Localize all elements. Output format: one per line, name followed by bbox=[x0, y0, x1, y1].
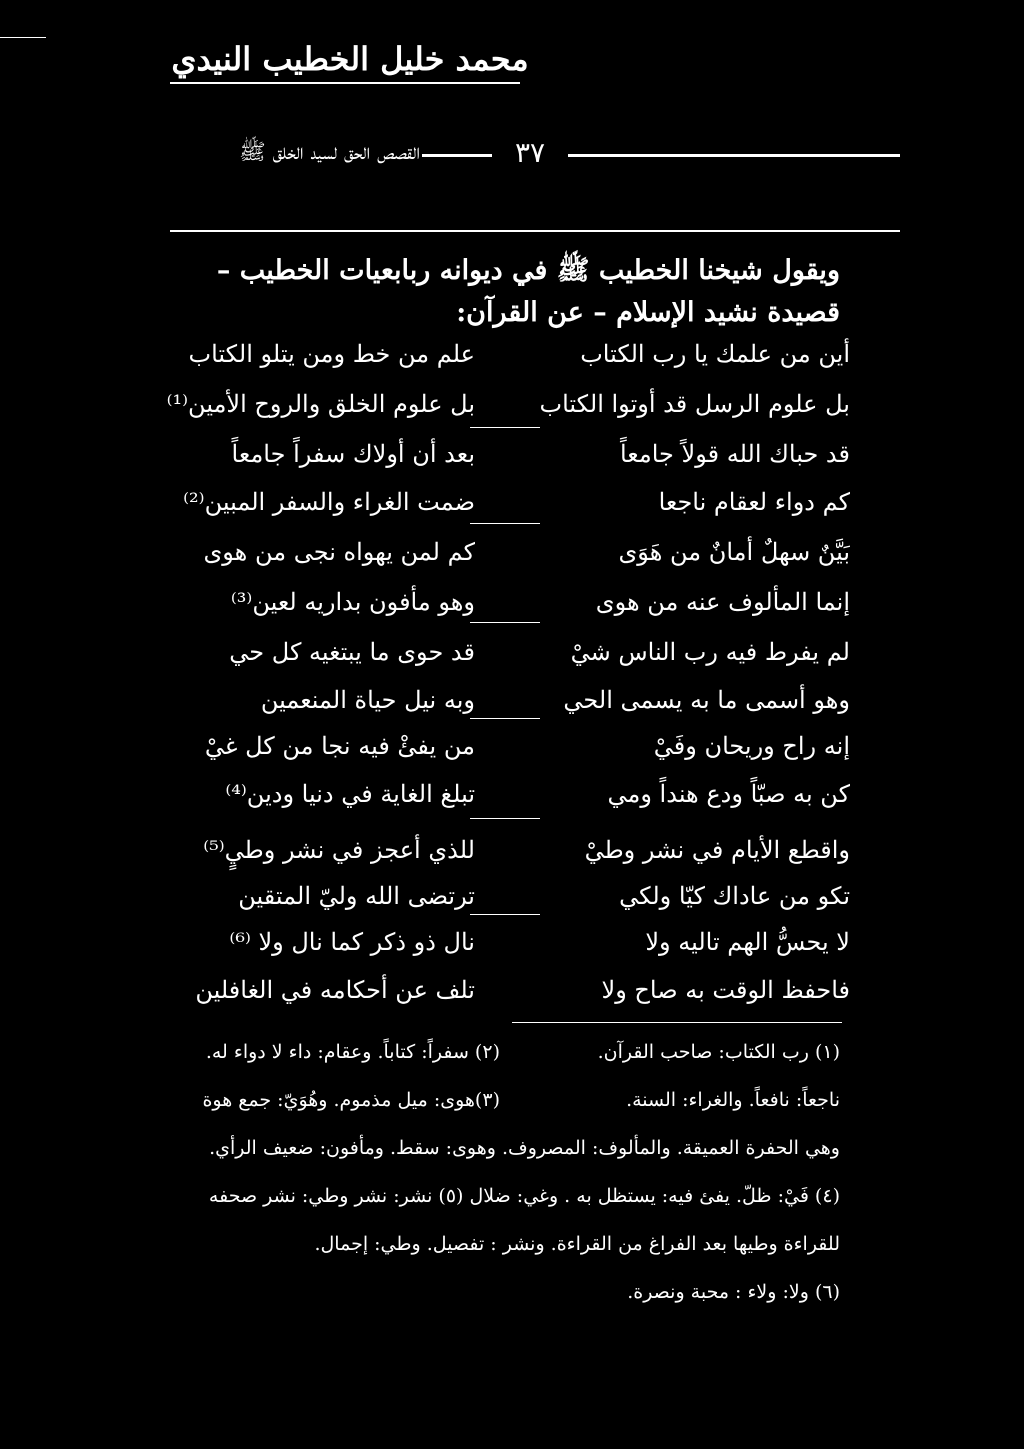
verse-row bbox=[130, 628, 850, 676]
author-name: محمد خليل الخطيب النيدي bbox=[171, 40, 529, 78]
verse-row bbox=[130, 578, 850, 626]
verse-first-hemistich: كم دواء لعقام ناجعا bbox=[658, 488, 850, 516]
verse-second-hemistich: بعد أن أولاك سفراً جامعاً bbox=[231, 440, 475, 468]
footnote-row bbox=[120, 1272, 840, 1312]
verse-row bbox=[130, 478, 850, 526]
intro-paragraph bbox=[140, 250, 840, 334]
verse-second-hemistich: علم من خط ومن يتلو الكتاب bbox=[188, 340, 475, 368]
verse-second-hemistich: كم لمن يهواه نجى من هوى bbox=[203, 538, 475, 566]
verse-row bbox=[130, 872, 850, 920]
verse-second-hemistich: تبلغ الغاية في دنيا ودين⁽⁴⁾ bbox=[225, 780, 475, 808]
stanza-separator bbox=[470, 818, 540, 819]
running-title: القصص الحق لسيد الخلق ﷺ bbox=[239, 140, 420, 165]
header-rule-right bbox=[568, 154, 900, 157]
verse-row bbox=[130, 966, 850, 1014]
verse-second-hemistich: وبه نيل حياة المنعمين bbox=[260, 686, 475, 714]
footnote-row bbox=[120, 1224, 840, 1264]
header-divider bbox=[170, 230, 900, 232]
verse-first-hemistich: إنما المألوف عنه من هوى bbox=[595, 588, 850, 616]
verse-second-hemistich: نال ذو ذكر كما نال ولا ⁽⁶⁾ bbox=[229, 928, 475, 956]
verse-second-hemistich: وهو مأفون بداريه لعين⁽³⁾ bbox=[230, 588, 475, 616]
author-underline bbox=[170, 82, 520, 84]
verse-first-hemistich: بل علوم الرسل قد أوتوا الكتاب bbox=[539, 390, 850, 418]
verse-second-hemistich: تلف عن أحكامه في الغافلين bbox=[195, 976, 475, 1004]
footnote-5-cont: للقراءة وطيها بعد الفراغ من القراءة. ونشر : تفصيل. وطي: إجمال. bbox=[314, 1233, 840, 1255]
verse-second-hemistich: قد حوى ما يبتغيه كل حي bbox=[229, 638, 475, 666]
verse-first-hemistich: بَيَّنٌ سهلٌ أمانٌ من هَوَى bbox=[618, 538, 850, 566]
stanza-separator bbox=[470, 523, 540, 524]
footnote-row bbox=[120, 1128, 840, 1168]
footnote-1-cont: ناجعاً: نافعاً. والغراء: السنة. bbox=[626, 1089, 840, 1111]
footnote-6: (٦) ولا: ولاء : محبة ونصرة. bbox=[627, 1281, 840, 1303]
footnote-row bbox=[120, 1176, 840, 1216]
footnote-2: (٢) سفراً: كتاباً. وعقام: داء لا دواء له. bbox=[205, 1041, 500, 1063]
verse-first-hemistich: إنه راح وريحان وفَيْ bbox=[653, 732, 850, 760]
verse-first-hemistich: واقطع الأيام في نشر وطيْ bbox=[584, 836, 850, 864]
stanza-separator bbox=[470, 718, 540, 719]
verse-row bbox=[130, 528, 850, 576]
footnote-divider bbox=[512, 1022, 842, 1023]
footnote-3-cont: وهي الحفرة العميقة. والمألوف: المصروف. وهوى: سقط. ومأفون: ضعيف الرأي. bbox=[209, 1137, 840, 1159]
intro-line-2: قصيدة نشيد الإسلام – عن القرآن: bbox=[456, 297, 840, 328]
verse-first-hemistich: فاحفظ الوقت به صاح ولا bbox=[601, 976, 850, 1004]
top-left-rule bbox=[0, 37, 46, 38]
verse-row bbox=[130, 380, 850, 428]
page-number: ٣٧ bbox=[514, 136, 546, 169]
verse-first-hemistich: قد حباك الله قولاً جامعاً bbox=[619, 440, 850, 468]
verse-second-hemistich: بل علوم الخلق والروح الأمين⁽¹⁾ bbox=[166, 390, 475, 418]
verse-row bbox=[130, 722, 850, 770]
footnote-4-5: (٤) فَيْ: ظلّ. يفئ فيه: يستظل به . وغي: ضلال (٥) نشر: نشر وطي: نشر صحفه bbox=[208, 1185, 840, 1207]
stanza-separator bbox=[470, 914, 540, 915]
stanza-separator bbox=[470, 622, 540, 623]
verse-second-hemistich: من يفئْ فيه نجا من كل غيْ bbox=[204, 732, 475, 760]
verse-row bbox=[130, 826, 850, 874]
verse-second-hemistich: للذي أعجز في نشر وطيٍ⁽⁵⁾ bbox=[203, 836, 475, 864]
verse-first-hemistich: لا يحسُّ الهم تاليه ولا bbox=[645, 928, 850, 956]
footnote-row bbox=[120, 1080, 840, 1120]
verse-first-hemistich: كن به صبّاً ودع هنداً ومي bbox=[607, 780, 850, 808]
verse-first-hemistich: وهو أسمى ما به يسمى الحي bbox=[563, 686, 850, 714]
footnote-row bbox=[120, 1032, 840, 1072]
verse-row bbox=[130, 770, 850, 818]
verse-first-hemistich: لم يفرط فيه رب الناس شيْ bbox=[570, 638, 850, 666]
verse-first-hemistich: أين من علمك يا رب الكتاب bbox=[580, 340, 850, 368]
verse-second-hemistich: ضمت الغراء والسفر المبين⁽²⁾ bbox=[183, 488, 475, 516]
verse-second-hemistich: ترتضى الله وليّ المتقين bbox=[238, 882, 475, 910]
verse-row bbox=[130, 676, 850, 724]
verse-row bbox=[130, 918, 850, 966]
intro-line-1: ويقول شيخنا الخطيب ﷺ في ديوانه ربابعيات الخطيب – bbox=[216, 255, 840, 286]
footnote-3: (٣)هوى: ميل مذموم. وهُوَيّ: جمع هوة bbox=[202, 1089, 500, 1111]
header-rule-mid bbox=[422, 154, 492, 157]
verse-first-hemistich: تكو من عاداك كيّا ولكي bbox=[619, 882, 850, 910]
verse-row bbox=[130, 330, 850, 378]
verse-row bbox=[130, 430, 850, 478]
footnote-1: (١) رب الكتاب: صاحب القرآن. bbox=[597, 1041, 840, 1063]
stanza-separator bbox=[470, 427, 540, 428]
